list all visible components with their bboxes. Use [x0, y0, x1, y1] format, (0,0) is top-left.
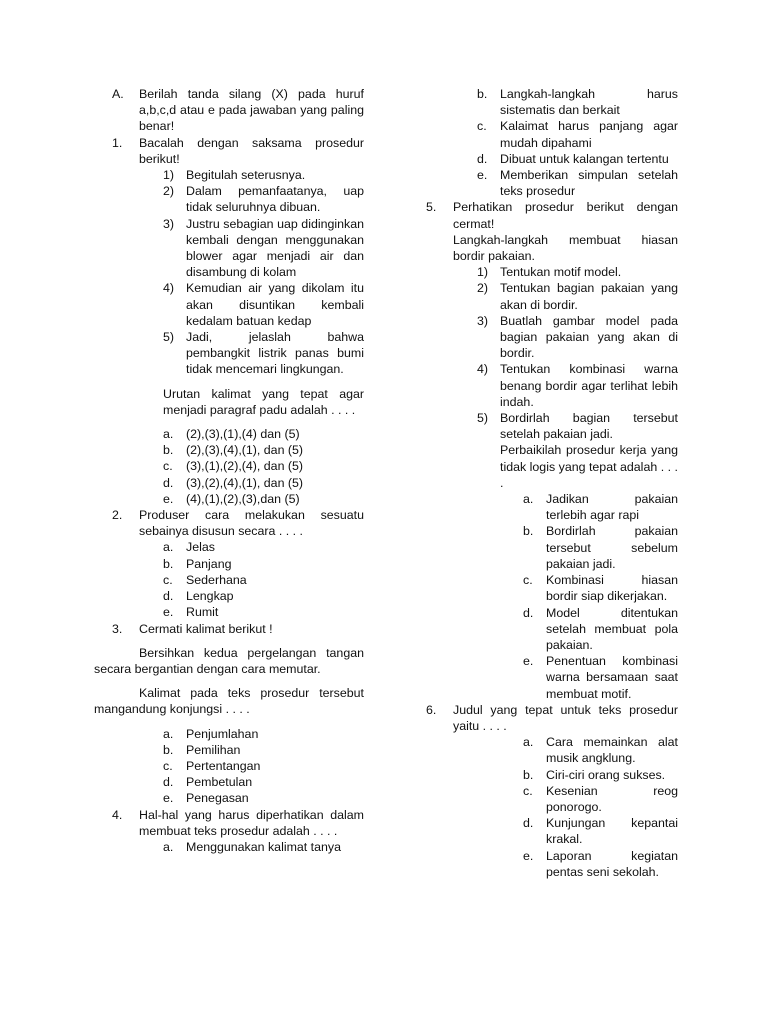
answer-option[interactable]: a. (2),(3),(1),(4) dan (5) [163, 427, 300, 442]
question-text: Judul yang tepat untuk teks prosedur yaitu . . . . [453, 702, 678, 733]
answer-option[interactable]: c. Kombinasi hiasan bordir siap dikerjakan. [523, 573, 678, 604]
q6-options [426, 734, 678, 880]
question-6 [426, 702, 678, 734]
q5-options [426, 491, 678, 702]
question-number: 1. [112, 135, 123, 150]
answer-option[interactable]: b. Pemilihan [163, 742, 241, 757]
q5-intro: Langkah-langkah membuat hiasan bordir pakaian. [453, 232, 678, 264]
answer-option[interactable]: c. Pertentangan [163, 758, 261, 773]
answer-option[interactable]: d. Dibuat untuk kalangan tertentu [477, 151, 669, 166]
section-heading [112, 86, 364, 135]
question-text: Produser cara melakukan sesuatu sebainya disusun secara . . . . [139, 508, 364, 539]
list-item: 2) Dalam pemanfaatanya, uap tidak seluruhnya dibuan. [163, 184, 364, 215]
answer-option[interactable]: e. Laporan kegiatan pentas seni sekolah. [523, 848, 678, 879]
answer-option[interactable]: e. Penegasan [163, 791, 249, 806]
left-column [94, 86, 364, 855]
answer-option[interactable]: e. (4),(1),(2),(3),dan (5) [163, 491, 300, 506]
section-instruction: Berilah tanda silang (X) pada huruf a,b,c,d atau e pada jawaban yang paling benar! [139, 87, 364, 134]
q5-prompt: Perbaikilah prosedur kerja yang tidak logis yang tepat adalah . . . . [500, 443, 678, 490]
answer-option[interactable]: c. Kalaimat harus panjang agar mudah dipahami [477, 119, 678, 150]
answer-option[interactable]: d. Lengkap [163, 589, 234, 604]
q1-options [112, 426, 364, 507]
answer-option[interactable]: c. (3),(1),(2),(4), dan (5) [163, 459, 304, 474]
answer-option[interactable]: e. Rumit [163, 605, 219, 620]
question-text: Hal-hal yang harus diperhatikan dalam membuat teks prosedur adalah . . . . [139, 807, 364, 838]
list-item: 3) Justru sebagian uap didinginkan kembali dengan menggunakan blower agar menjadi air dan disambung di kolam [163, 216, 364, 280]
answer-option[interactable]: c. Sederhana [163, 572, 247, 587]
answer-option[interactable]: d. Pembetulan [163, 775, 253, 790]
q2-options [112, 539, 364, 620]
question-3 [112, 621, 364, 637]
list-item: 5) Jadi, jelaslah bahwa pembangkit listrik panas bumi tidak mencemari lingkungan. [163, 330, 364, 377]
question-2 [112, 507, 364, 539]
answer-option[interactable]: d. (3),(2),(4),(1), dan (5) [163, 475, 304, 490]
question-number: 3. [112, 621, 123, 636]
question-number: 2. [112, 508, 123, 523]
answer-option[interactable]: d. Model ditentukan setelah membuat pola pakaian. [523, 605, 678, 652]
answer-option[interactable]: d. Kunjungan kepantai krakal. [523, 816, 678, 847]
q4-options-continued [426, 86, 678, 199]
list-item: 3) Buatlah gambar model pada bagian pakaian yang akan di bordir. [477, 313, 678, 361]
list-item: 1) Tentukan motif model. [477, 265, 622, 280]
answer-option[interactable]: a. Cara memainkan alat musik angklung. [523, 735, 678, 766]
list-item: 4) Tentukan kombinasi warna benang bordir agar terlihat lebih indah. [477, 362, 678, 409]
list-item: 5) Bordirlah bagian tersebut setelah pakaian jadi. [477, 411, 678, 442]
question-number: 4. [112, 807, 123, 822]
question-text: Bacalah dengan saksama prosedur berikut! [139, 135, 364, 166]
answer-option[interactable]: e. Penentuan kombinasi warna bersamaan saat membuat motif. [523, 654, 678, 701]
answer-option[interactable]: a. Jadikan pakaian terlebih agar rapi [523, 492, 678, 523]
answer-option[interactable]: b. Bordirlah pakaian tersebut sebelum pakaian jadi. [523, 524, 678, 571]
answer-option[interactable]: b. Panjang [163, 556, 232, 571]
q3-options [112, 726, 364, 807]
list-item: 2) Tentukan bagian pakaian yang akan di bordir. [477, 281, 678, 312]
answer-option[interactable]: a. Jelas [163, 540, 215, 555]
q1-prompt: Urutan kalimat yang tepat agar menjadi paragraf padu adalah . . . . [163, 386, 364, 417]
question-text: Cermati kalimat berikut ! [139, 621, 273, 636]
list-item: 4) Kemudian air yang dikolam itu akan disuntikan kembali kedalam batuan kedap [163, 281, 364, 328]
answer-option[interactable]: b. (2),(3),(4),(1), dan (5) [163, 443, 304, 458]
section-marker: A. [112, 87, 124, 101]
question-5 [426, 199, 678, 231]
answer-option[interactable]: e. Memberikan simpulan setelah teks prosedur [477, 168, 678, 199]
q3-sentence: Bersihkan kedua pergelangan tangan secara bergantian dengan cara memutar. [94, 645, 364, 676]
answer-option[interactable]: a. Menggunakan kalimat tanya [163, 839, 341, 854]
question-1 [112, 135, 364, 167]
question-4 [112, 807, 364, 839]
q3-prompt: Kalimat pada teks prosedur tersebut mangandung konjungsi . . . . [94, 686, 364, 717]
question-number: 6. [426, 702, 437, 717]
q5-step-list [426, 264, 678, 442]
question-number: 5. [426, 200, 437, 215]
answer-option[interactable]: b. Langkah-langkah harus sistematis dan berkait [477, 87, 678, 118]
list-item: 1) Begitulah seterusnya. [163, 168, 306, 183]
q1-sentence-list [112, 167, 364, 378]
right-column [426, 86, 678, 880]
answer-option[interactable]: a. Penjumlahan [163, 726, 259, 741]
q4-options [112, 839, 364, 855]
answer-option[interactable]: c. Kesenian reog ponorogo. [523, 783, 678, 814]
question-text: Perhatikan prosedur berikut dengan cermat! [453, 200, 678, 231]
answer-option[interactable]: b. Ciri-ciri orang sukses. [523, 767, 666, 782]
